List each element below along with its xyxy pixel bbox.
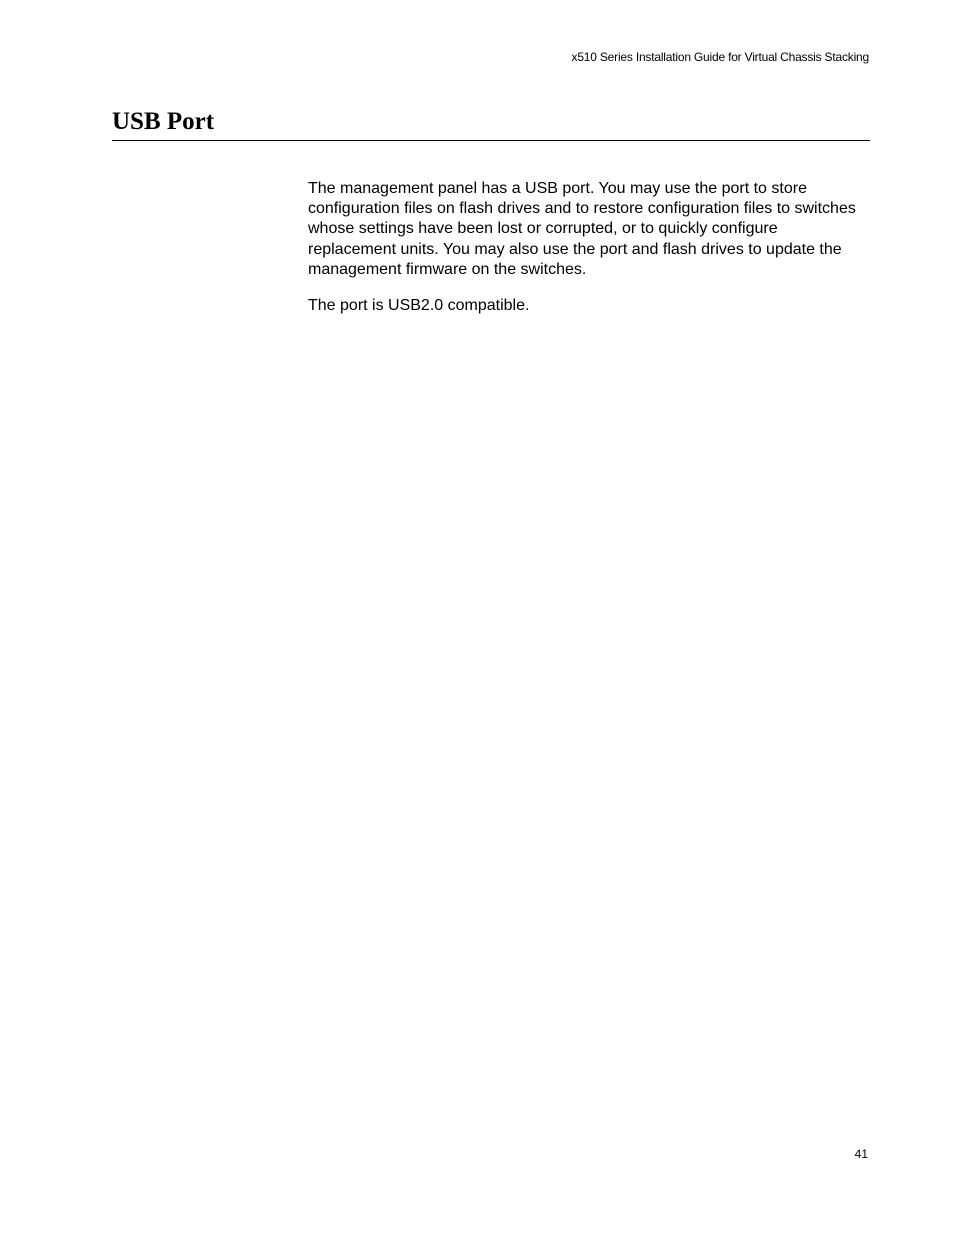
body-paragraph: The management panel has a USB port. You may use the port to store configuration files on flash drives and to restore configuration files to switches whose settings have been lost or corrupted, or to quickly configure replacement units. You may also use the port and flash drives to update the management firmware on the switches. bbox=[308, 180, 856, 278]
section-body bbox=[308, 179, 870, 332]
body-paragraph: The port is USB2.0 compatible. bbox=[308, 297, 530, 315]
page-number: 41 bbox=[854, 1147, 868, 1161]
title-divider bbox=[112, 140, 870, 141]
running-header: x510 Series Installation Guide for Virtual Chassis Stacking bbox=[571, 50, 869, 64]
section-title: USB Port bbox=[112, 108, 215, 135]
